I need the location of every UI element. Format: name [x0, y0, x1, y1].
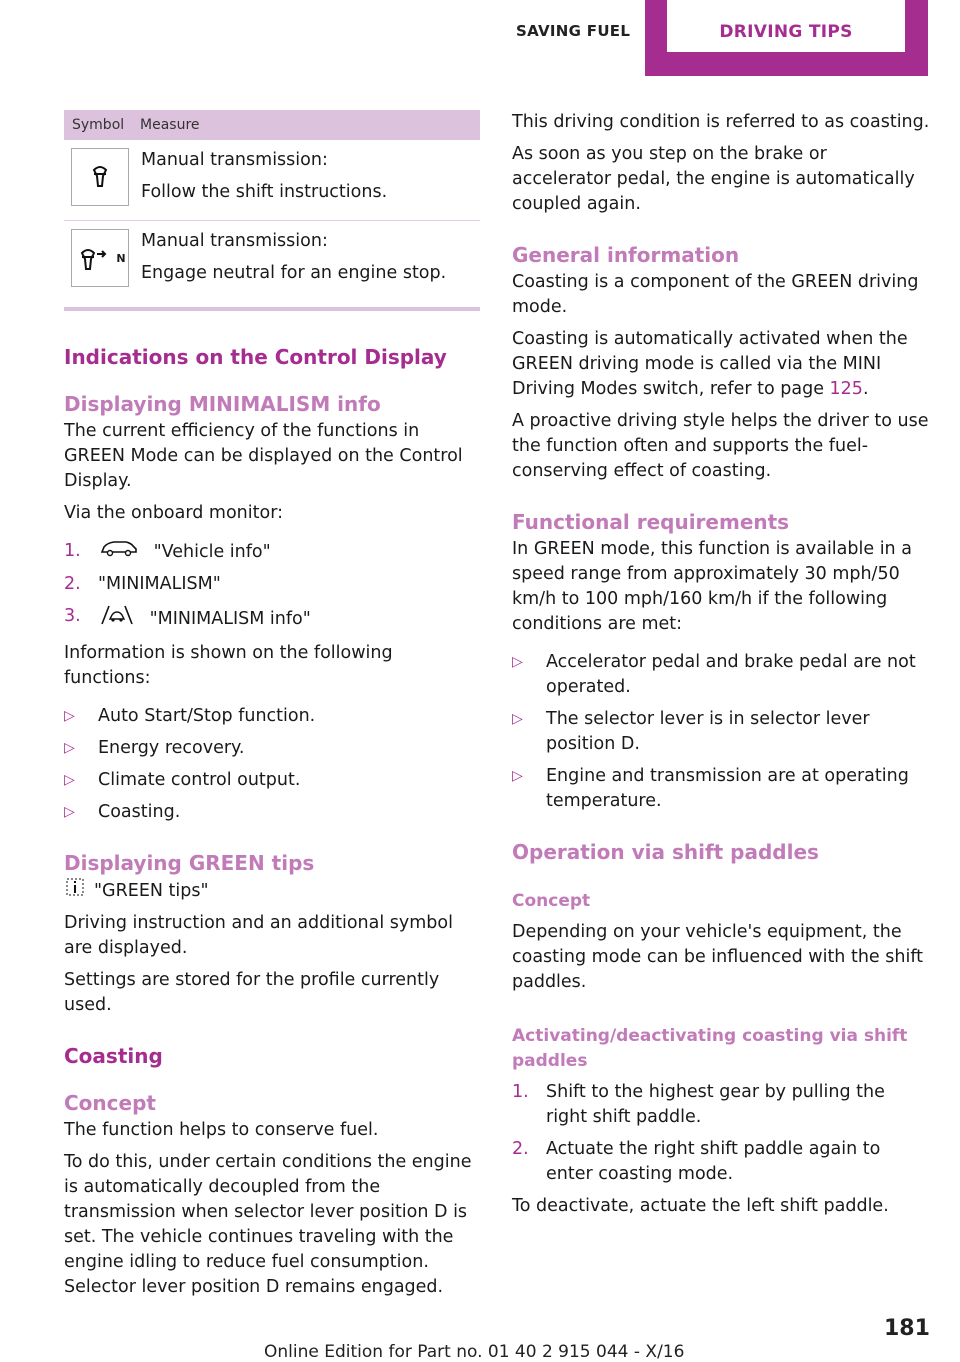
list-item: 3. "MINIMALISM info"	[64, 604, 480, 634]
triangle-bullet-icon: ▷	[512, 768, 523, 784]
heading-activating: Activating/deactivating coasting via shift paddles	[512, 1026, 908, 1071]
edition-text: Online Edition for Part no. 01 40 2 915 044 - X/16	[264, 1342, 685, 1362]
triangle-bullet-icon: ▷	[64, 740, 75, 756]
table-row	[64, 140, 480, 221]
paragraph: This driving condition is referred to as coasting.	[512, 112, 930, 132]
heading-shift-paddles: Operation via shift paddles	[512, 840, 819, 864]
list-item: ▷ Coasting.	[64, 800, 480, 825]
paragraph: The function helps to conserve fuel.	[64, 1120, 379, 1140]
measure-line: Manual transmission:	[141, 231, 328, 251]
paragraph: Settings are stored for the profile currently used.	[64, 970, 440, 1015]
section-title: SAVING FUEL	[516, 22, 631, 40]
list-item: ▷ Engine and transmission are at operating temperature.	[512, 764, 930, 814]
measure-line: Follow the shift instructions.	[141, 182, 388, 202]
heading-concept: Concept	[64, 1091, 156, 1115]
bullet-list	[512, 650, 930, 814]
column-measure: Measure	[140, 117, 200, 133]
measure-line: Manual transmission:	[141, 150, 328, 170]
list-item: ▷ Energy recovery.	[64, 736, 480, 761]
list-item: 2. "MINIMALISM"	[64, 574, 221, 594]
column-symbol: Symbol	[72, 117, 125, 133]
paragraph: A proactive driving style helps the driver to use the function often and supports the fuel-conserving effect of coasting.	[512, 411, 929, 481]
list-item: 1. Shift to the highest gear by pulling the right shift paddle.	[512, 1082, 885, 1127]
car-icon	[100, 539, 138, 565]
paragraph: The current efficiency of the functions in GREEN Mode can be displayed on the Control Display.	[64, 421, 463, 491]
paragraph: Coasting is a component of the GREEN driving mode.	[512, 272, 919, 317]
chapter-tab	[645, 0, 928, 76]
triangle-bullet-icon: ▷	[64, 804, 75, 820]
table-row	[64, 221, 480, 311]
heading-control-display: Indications on the Control Display	[64, 345, 447, 369]
list-item: ▷ The selector lever is in selector lever position D.	[512, 707, 930, 757]
table-header	[64, 110, 480, 140]
list-item: ▷ Accelerator pedal and brake pedal are not operated.	[512, 650, 930, 700]
list-item: 1. "Vehicle info"	[64, 539, 480, 565]
page-number: 181	[884, 1316, 930, 1341]
steps-list	[512, 1080, 930, 1187]
heading-minimalism: Displaying MINIMALISM info	[64, 392, 381, 416]
list-item: 2. Actuate the right shift paddle again to enter coasting mode.	[512, 1139, 881, 1184]
paragraph: To do this, under certain conditions the engine is automatically decoupled from the transmission when selector lever position D is set. The vehicle continues traveling with the engine idling to reduce fuel consumption. Selector lever position D remains engaged.	[64, 1152, 472, 1297]
paragraph: As soon as you step on the brake or accelerator pedal, the engine is automatically coupled again.	[512, 144, 915, 214]
minimalism-icon	[100, 604, 134, 634]
page-reference-link[interactable]: 125	[829, 379, 863, 399]
heading-general-information: General information	[512, 243, 740, 267]
paragraph: To deactivate, actuate the left shift paddle.	[512, 1196, 889, 1216]
paragraph: Information is shown on the following functions:	[64, 643, 393, 688]
footer	[0, 1316, 960, 1362]
paragraph: Driving instruction and an additional symbol are displayed.	[64, 913, 453, 958]
neutral-label: N	[116, 251, 126, 265]
paragraph: Depending on your vehicle's equipment, the coasting mode can be influenced with the shift paddles.	[512, 922, 924, 992]
paragraph: Via the onboard monitor:	[64, 503, 283, 523]
gear-shift-neutral-icon	[71, 229, 129, 287]
measure-line: Engage neutral for an engine stop.	[141, 263, 447, 283]
triangle-bullet-icon: ▷	[512, 654, 523, 670]
left-column	[64, 110, 480, 1307]
heading-functional-requirements: Functional requirements	[512, 510, 790, 534]
paragraph: Coasting is automatically activated when the GREEN driving mode is called via the MINI Driving Modes switch, refer to page 125.	[512, 329, 908, 399]
symbol-table	[64, 110, 480, 311]
triangle-bullet-icon: ▷	[64, 772, 75, 788]
info-icon	[66, 878, 84, 904]
paragraph: In GREEN mode, this function is available in a speed range from approximately 30 mph/50 km/h to 100 mph/160 km/h if the following conditions are met:	[512, 539, 912, 634]
steps-list	[64, 539, 480, 634]
list-item: ▷ Auto Start/Stop function.	[64, 704, 480, 729]
green-tips-label: "GREEN tips"	[94, 881, 209, 901]
right-column	[512, 110, 930, 1226]
heading-coasting: Coasting	[64, 1044, 163, 1068]
triangle-bullet-icon: ▷	[512, 711, 523, 727]
heading-green-tips: Displaying GREEN tips	[64, 851, 315, 875]
bullet-list	[64, 704, 480, 825]
chapter-tab-label: DRIVING TIPS	[719, 22, 853, 42]
gear-shift-icon	[71, 148, 129, 206]
triangle-bullet-icon: ▷	[64, 708, 75, 724]
heading-concept: Concept	[512, 891, 591, 911]
list-item: ▷ Climate control output.	[64, 768, 480, 793]
